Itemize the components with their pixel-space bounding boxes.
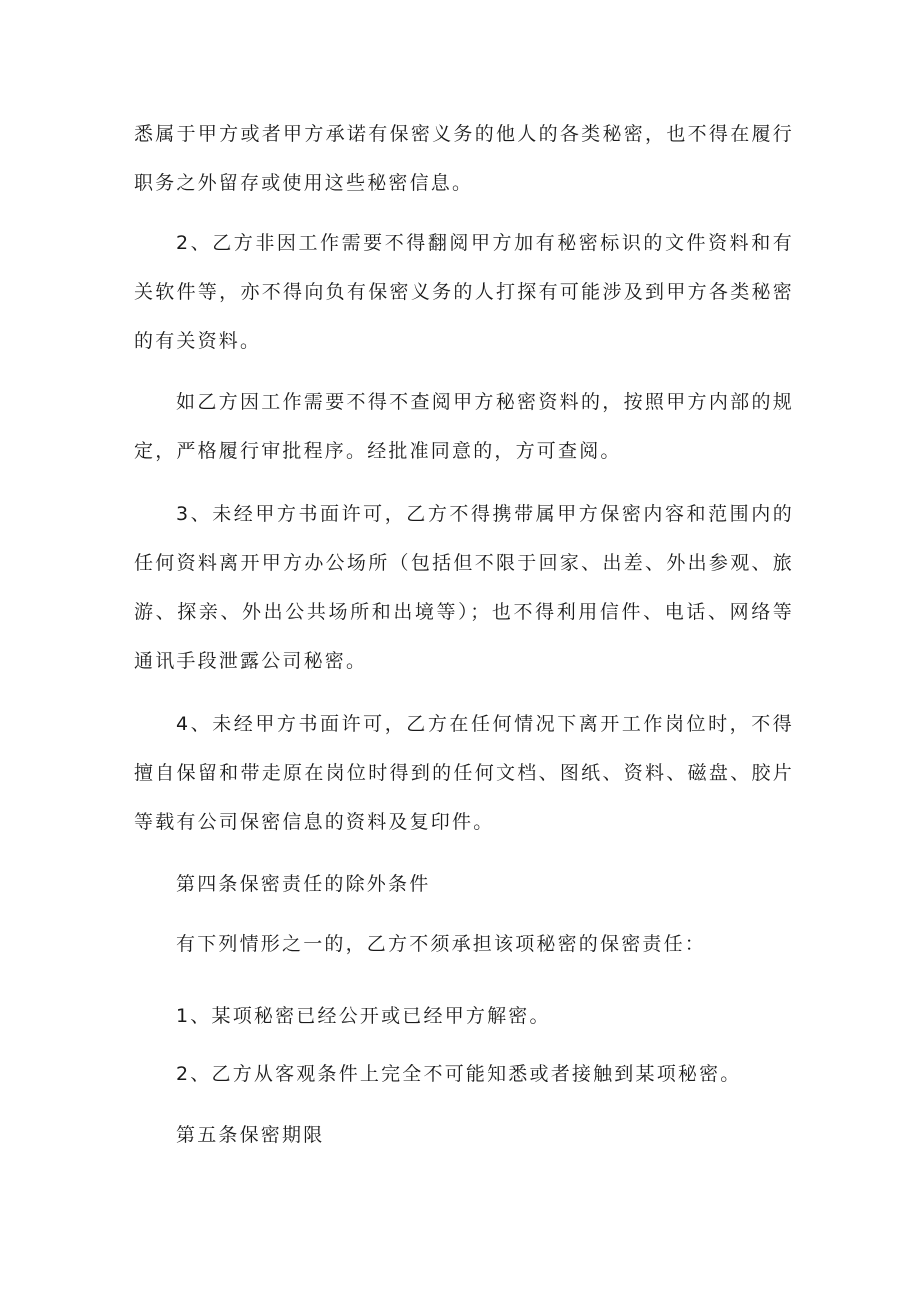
paragraph-exception-2: 2、乙方从客观条件上完全不可能知悉或者接触到某项秘密。 xyxy=(176,1063,742,1085)
paragraph-clause-2: 2、乙方非因工作需要不得翻阅甲方加有秘密标识的文件资料和有关软件等，亦不得向负有保密义务的人打探有可能涉及到甲方各类秘密的有关资料。 xyxy=(134,232,794,352)
paragraph-clause-3: 3、未经甲方书面许可，乙方不得携带属甲方保密内容和范围内的任何资料离开甲方办公场所（包括但不限于回家、出差、外出参观、旅游、探亲、外出公共场所和出境等）；也不得利用信件、电话、网络等通讯手段泄露公司秘密。 xyxy=(134,503,794,672)
paragraph-exception-1: 1、某项秘密已经公开或已经甲方解密。 xyxy=(176,1005,551,1027)
paragraph-approval: 如乙方因工作需要不得不查阅甲方秘密资料的，按照甲方内部的规定，严格履行审批程序。经批准同意的，方可查阅。 xyxy=(134,391,794,462)
paragraph-exceptions-intro: 有下列情形之一的，乙方不须承担该项秘密的保密责任： xyxy=(176,933,707,955)
paragraph-continuation: 悉属于甲方或者甲方承诺有保密义务的他人的各类秘密，也不得在履行职务之外留存或使用这些秘密信息。 xyxy=(134,123,794,194)
section-heading-article-5: 第五条保密期限 xyxy=(176,1124,325,1146)
paragraph-clause-4: 4、未经甲方书面许可，乙方在任何情况下离开工作岗位时，不得擅自保留和带走原在岗位时得到的任何文档、图纸、资料、磁盘、胶片等载有公司保密信息的资料及复印件。 xyxy=(134,713,794,833)
section-heading-article-4: 第四条保密责任的除外条件 xyxy=(176,873,431,895)
